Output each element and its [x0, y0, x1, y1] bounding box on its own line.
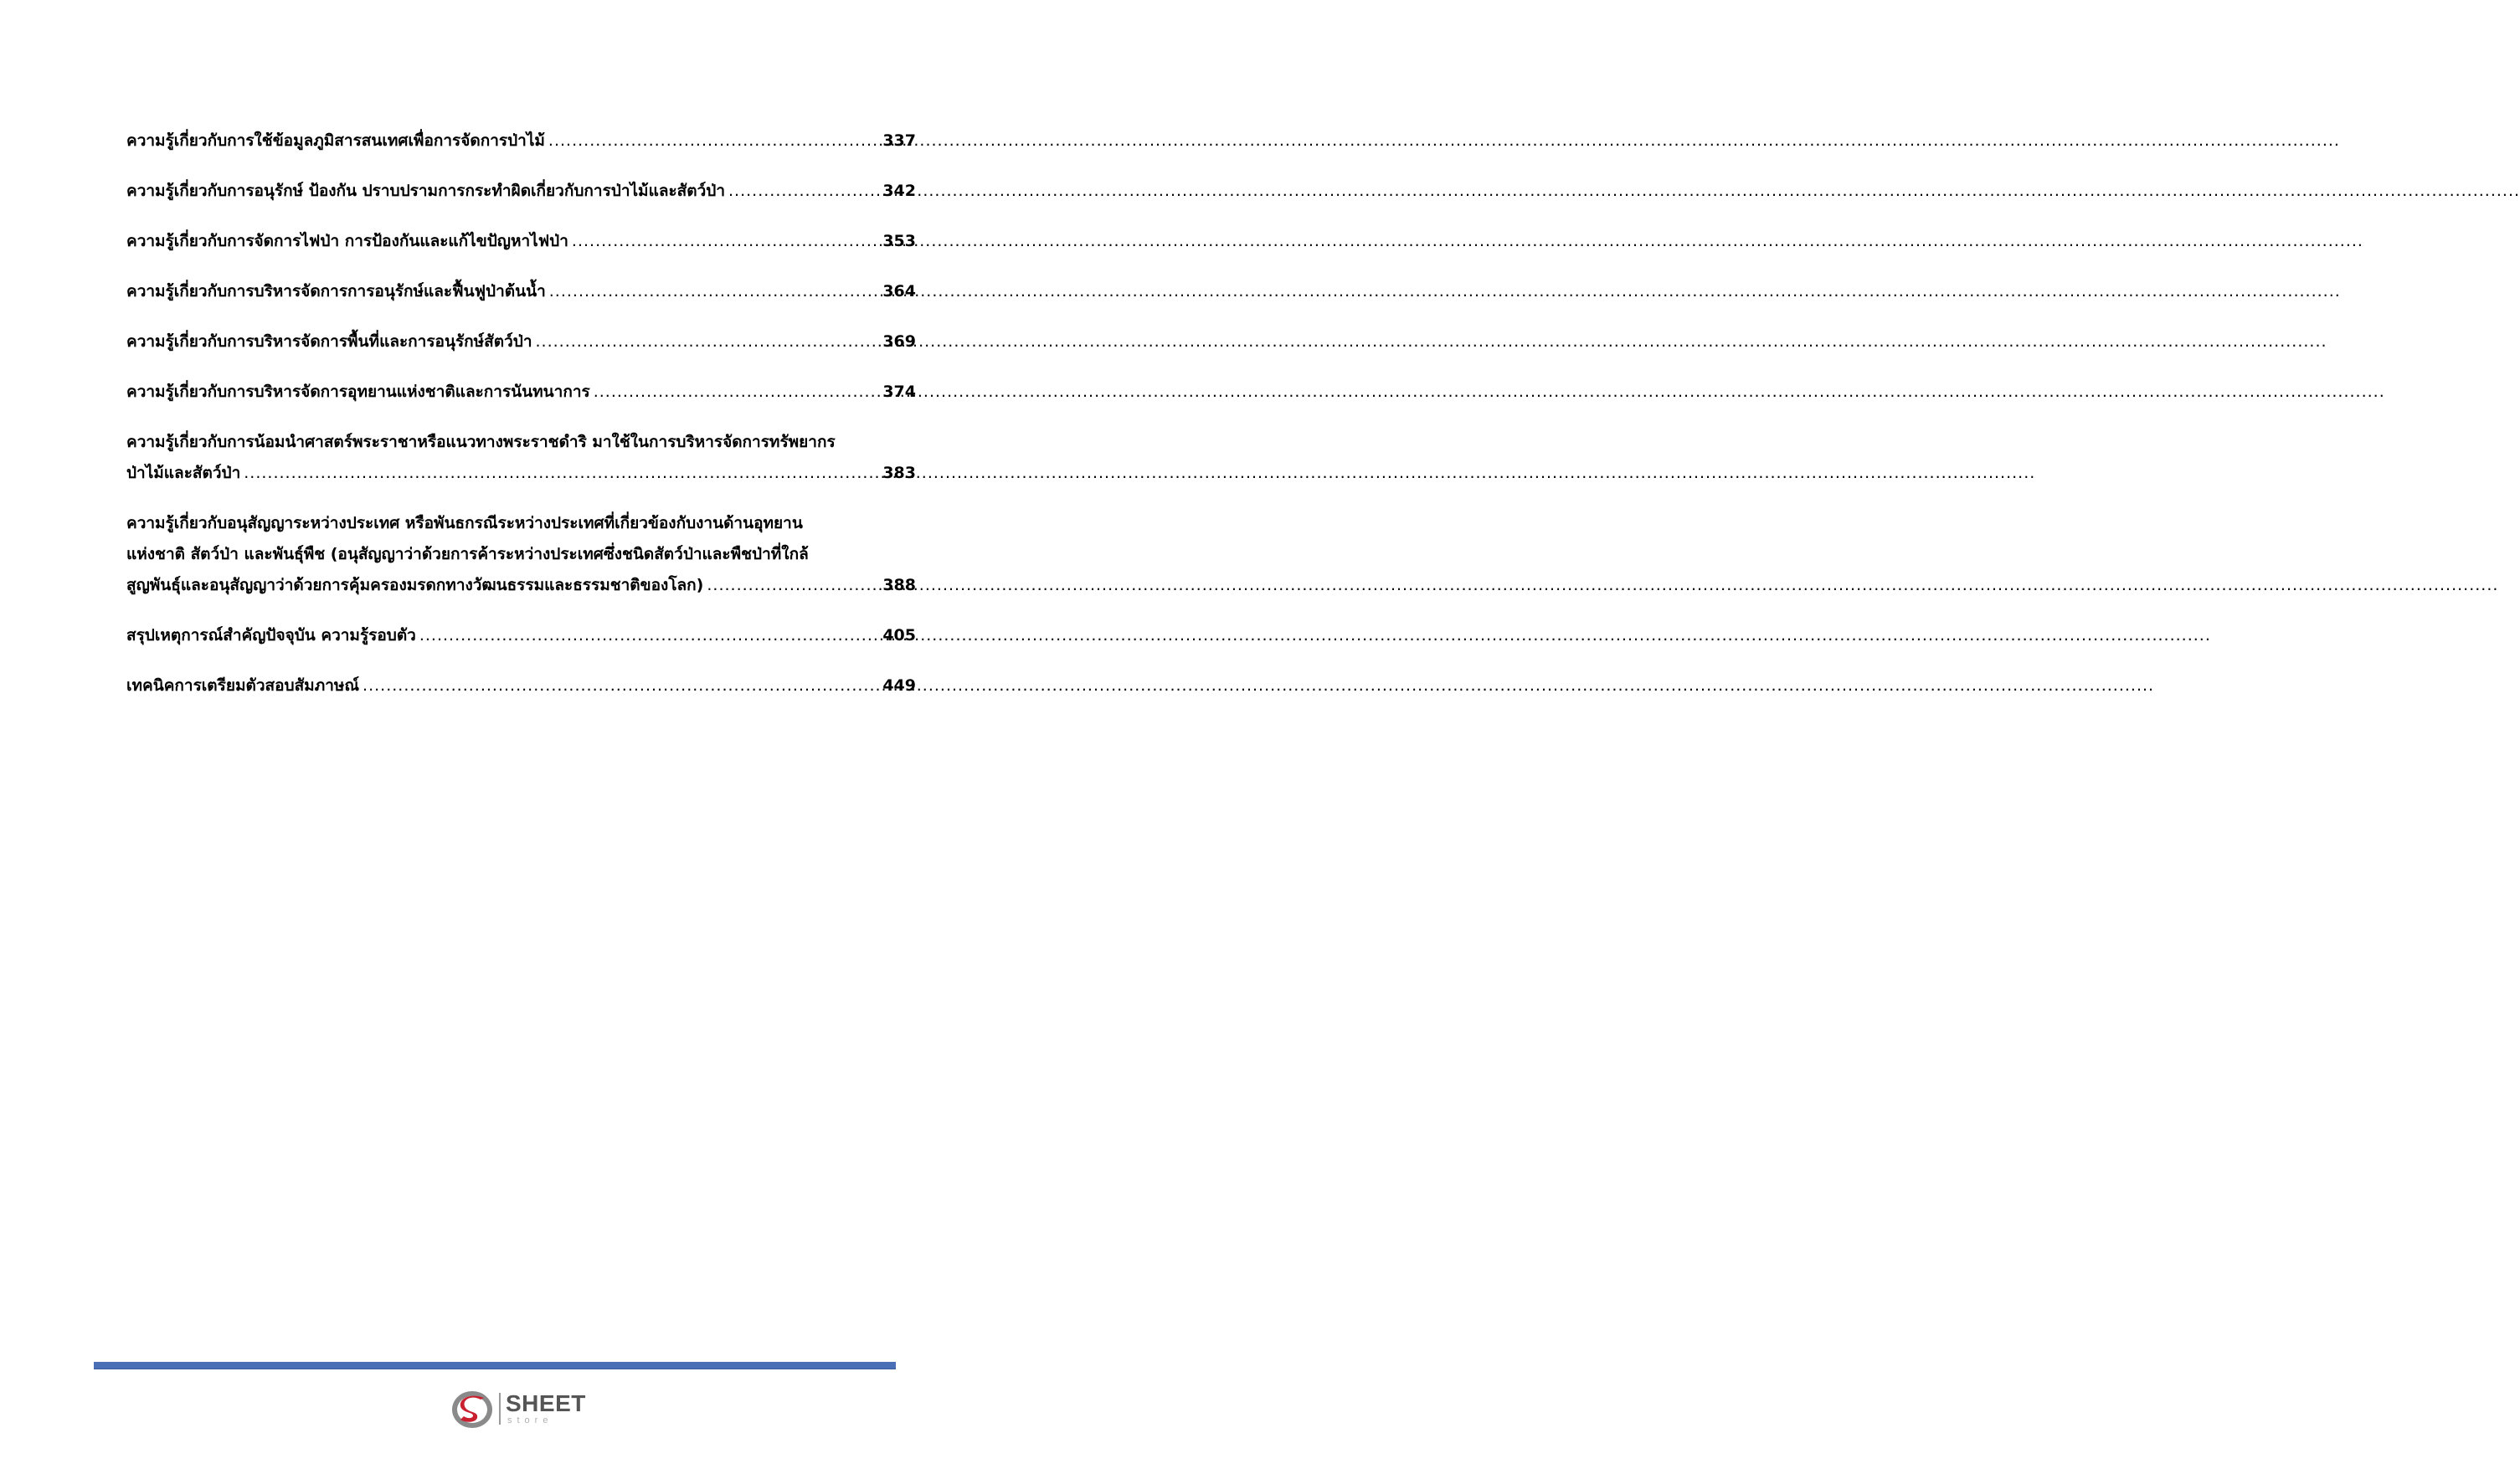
toc-entry-title: สูญพันธุ์และอนุสัญญาว่าด้วยการคุ้มครองมรดกทางวัฒนธรรมและธรรมชาติของโลก) [126, 576, 704, 594]
toc-entry[interactable] [126, 670, 916, 701]
toc-entry-title: ความรู้เกี่ยวกับการบริหารจัดการอุทยานแห่งชาติและการนันทนาการ [126, 383, 590, 401]
toc-entry[interactable] [126, 508, 916, 601]
toc-entry-line [126, 508, 916, 539]
toc-entry-line [126, 276, 916, 307]
toc-entry-line [126, 326, 916, 357]
toc-entry-line [126, 570, 916, 601]
toc-page-number: 342 [882, 182, 916, 200]
toc-leader-dots [419, 620, 877, 651]
toc-page-number: 337 [882, 131, 916, 150]
toc-entry-line [126, 458, 916, 489]
toc-entry-title: ความรู้เกี่ยวกับการบริหารจัดการพื้นที่และการอนุรักษ์สัตว์ป่า [126, 332, 532, 351]
toc-entry-title: ความรู้เกี่ยวกับการน้อมนำศาสตร์พระราชาหรือแนวทางพระราชดำริ มาใช้ในการบริหารจัดการทรัพยากร [126, 433, 836, 451]
toc-entry-title: ความรู้เกี่ยวกับการใช้ข้อมูลภูมิสารสนเทศเพื่อการจัดการป่าไม้ [126, 131, 545, 150]
toc-entry-title: แห่งชาติ สัตว์ป่า และพันธุ์พืช (อนุสัญญาว่าด้วยการค้าระหว่างประเทศซึ่งชนิดสัตว์ป่าและพืชป่าที่ใกล้ [126, 545, 809, 563]
toc-entry-title: ความรู้เกี่ยวกับการจัดการไฟป่า การป้องกันและแก้ไขปัญหาไฟป่า [126, 232, 568, 250]
footer-rule [94, 1362, 896, 1369]
sheet-store-logo [450, 1388, 593, 1431]
logo-wordmark: SHEET [506, 1390, 586, 1416]
toc-page-number: 369 [882, 332, 916, 351]
toc-entry-line [126, 226, 916, 257]
toc-entry[interactable] [126, 427, 916, 489]
toc-entry-line [126, 539, 916, 570]
toc-leader-dots [728, 176, 877, 207]
toc-leader-dots [548, 126, 877, 157]
toc-entry[interactable] [126, 126, 916, 157]
toc-entry-title: ความรู้เกี่ยวกับอนุสัญญาระหว่างประเทศ หรือพันธกรณีระหว่างประเทศที่เกี่ยวข้องกับงานด้านอุทยาน [126, 514, 803, 532]
toc-page-number: 449 [882, 676, 916, 695]
toc-entry-line [126, 126, 916, 157]
toc-entry-line [126, 670, 916, 701]
toc-entry-title: ความรู้เกี่ยวกับการอนุรักษ์ ป้องกัน ปราบปรามการกระทำผิดเกี่ยวกับการป่าไม้และสัตว์ป่า [126, 182, 726, 200]
toc-page-number: 388 [882, 576, 916, 594]
toc-entry-line [126, 427, 916, 458]
toc-page-number: 405 [882, 626, 916, 645]
toc-entry-title: ป่าไม้และสัตว์ป่า [126, 464, 241, 482]
logo-subtitle: store [507, 1415, 553, 1425]
toc-entry-line [126, 377, 916, 408]
table-of-contents [126, 126, 916, 721]
toc-entry[interactable] [126, 620, 916, 651]
toc-leader-dots [536, 326, 878, 357]
toc-entry-title: เทคนิคการเตรียมตัวสอบสัมภาษณ์ [126, 676, 360, 695]
toc-entry-title: สรุปเหตุการณ์สำคัญปัจจุบัน ความรู้รอบตัว [126, 626, 416, 645]
logo-separator [499, 1393, 501, 1425]
toc-page-number: 374 [882, 383, 916, 401]
toc-entry[interactable] [126, 276, 916, 307]
toc-leader-dots [244, 458, 877, 489]
toc-entry-line [126, 176, 916, 207]
toc-page-number: 353 [882, 232, 916, 250]
toc-entry[interactable] [126, 226, 916, 257]
toc-entry[interactable] [126, 326, 916, 357]
toc-entry[interactable] [126, 377, 916, 408]
toc-leader-dots [549, 276, 878, 307]
toc-leader-dots [363, 670, 877, 701]
toc-entry-line [126, 620, 916, 651]
toc-entry-title: ความรู้เกี่ยวกับการบริหารจัดการการอนุรักษ์และฟื้นฟูป่าต้นน้ำ [126, 282, 546, 300]
toc-page-number: 364 [882, 282, 916, 300]
toc-leader-dots [707, 570, 877, 601]
logo-s-icon [450, 1389, 494, 1430]
toc-leader-dots [572, 226, 877, 257]
toc-leader-dots [594, 377, 878, 408]
toc-page-number: 383 [882, 464, 916, 482]
toc-entry[interactable] [126, 176, 916, 207]
